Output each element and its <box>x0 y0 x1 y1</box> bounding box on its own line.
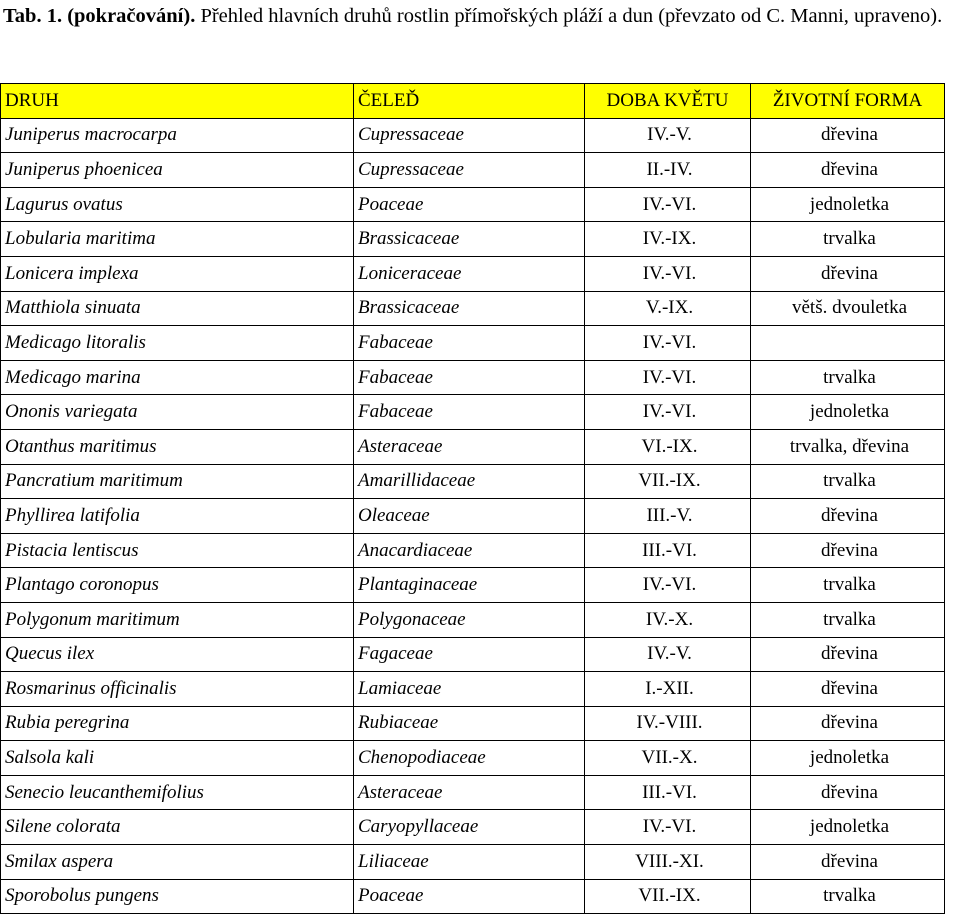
cell-doba-kvetu: VII.-X. <box>585 741 751 776</box>
cell-druh: Phyllirea latifolia <box>1 499 354 534</box>
cell-doba-kvetu: VI.-IX. <box>585 429 751 464</box>
table-row <box>1 568 945 603</box>
cell-doba-kvetu: II.-IV. <box>585 153 751 188</box>
cell-doba-kvetu: VII.-IX. <box>585 879 751 914</box>
cell-doba-kvetu: IV.-IX. <box>585 222 751 257</box>
cell-doba-kvetu: IV.-VI. <box>585 360 751 395</box>
header-celed: ČELEĎ <box>354 84 585 119</box>
table-row <box>1 360 945 395</box>
table-caption <box>3 1 958 31</box>
cell-zivotni-forma: dřevina <box>751 775 945 810</box>
table-row <box>1 845 945 880</box>
table-row <box>1 499 945 534</box>
cell-zivotni-forma: dřevina <box>751 256 945 291</box>
cell-celed: Fagaceae <box>354 637 585 672</box>
cell-druh: Senecio leucanthemifolius <box>1 775 354 810</box>
cell-zivotni-forma: dřevina <box>751 845 945 880</box>
cell-doba-kvetu: IV.-VIII. <box>585 706 751 741</box>
table-row <box>1 741 945 776</box>
table-row <box>1 464 945 499</box>
cell-zivotni-forma: větš. dvouletka <box>751 291 945 326</box>
cell-celed: Fabaceae <box>354 360 585 395</box>
cell-druh: Smilax aspera <box>1 845 354 880</box>
table-row <box>1 533 945 568</box>
cell-celed: Poaceae <box>354 879 585 914</box>
cell-celed: Caryopyllaceae <box>354 810 585 845</box>
table-row <box>1 326 945 361</box>
cell-doba-kvetu: I.-XII. <box>585 672 751 707</box>
cell-druh: Matthiola sinuata <box>1 291 354 326</box>
cell-doba-kvetu: IV.-VI. <box>585 187 751 222</box>
cell-druh: Rubia peregrina <box>1 706 354 741</box>
cell-celed: Fabaceae <box>354 326 585 361</box>
cell-celed: Asteraceae <box>354 429 585 464</box>
cell-zivotni-forma: trvalka <box>751 879 945 914</box>
cell-zivotni-forma: jednoletka <box>751 187 945 222</box>
table-row <box>1 118 945 153</box>
caption-text: Přehled hlavních druhů rostlin přímořských pláží a dun (převzato od C. Manni, upraveno). <box>195 5 943 27</box>
cell-zivotni-forma: jednoletka <box>751 810 945 845</box>
cell-druh: Quecus ilex <box>1 637 354 672</box>
cell-druh: Pancratium maritimum <box>1 464 354 499</box>
cell-doba-kvetu: IV.-VI. <box>585 256 751 291</box>
cell-doba-kvetu: IV.-V. <box>585 637 751 672</box>
cell-zivotni-forma: trvalka <box>751 464 945 499</box>
cell-druh: Juniperus phoenicea <box>1 153 354 188</box>
cell-druh: Otanthus maritimus <box>1 429 354 464</box>
cell-celed: Anacardiaceae <box>354 533 585 568</box>
cell-celed: Liliaceae <box>354 845 585 880</box>
cell-doba-kvetu: III.-VI. <box>585 533 751 568</box>
cell-zivotni-forma: dřevina <box>751 672 945 707</box>
caption-label: Tab. 1. (pokračování). <box>3 5 196 27</box>
table-row <box>1 429 945 464</box>
cell-doba-kvetu: IV.-V. <box>585 118 751 153</box>
cell-zivotni-forma: dřevina <box>751 637 945 672</box>
cell-celed: Brassicaceae <box>354 291 585 326</box>
cell-zivotni-forma: dřevina <box>751 533 945 568</box>
cell-celed: Polygonaceae <box>354 602 585 637</box>
cell-druh: Lagurus ovatus <box>1 187 354 222</box>
cell-zivotni-forma: dřevina <box>751 153 945 188</box>
header-doba-kvetu: DOBA KVĚTU <box>585 84 751 119</box>
cell-druh: Rosmarinus officinalis <box>1 672 354 707</box>
table-header-row <box>1 84 945 119</box>
cell-celed: Fabaceae <box>354 395 585 430</box>
cell-druh: Lonicera implexa <box>1 256 354 291</box>
cell-zivotni-forma: jednoletka <box>751 395 945 430</box>
cell-zivotni-forma: dřevina <box>751 499 945 534</box>
cell-celed: Cupressaceae <box>354 153 585 188</box>
cell-druh: Polygonum maritimum <box>1 602 354 637</box>
table-row <box>1 222 945 257</box>
cell-celed: Rubiaceae <box>354 706 585 741</box>
cell-zivotni-forma: trvalka <box>751 360 945 395</box>
cell-celed: Chenopodiaceae <box>354 741 585 776</box>
table-row <box>1 637 945 672</box>
table-row <box>1 256 945 291</box>
table-row <box>1 672 945 707</box>
cell-druh: Sporobolus pungens <box>1 879 354 914</box>
cell-celed: Poaceae <box>354 187 585 222</box>
table-row <box>1 706 945 741</box>
cell-celed: Loniceraceae <box>354 256 585 291</box>
table-row <box>1 153 945 188</box>
cell-doba-kvetu: IV.-VI. <box>585 810 751 845</box>
cell-druh: Salsola kali <box>1 741 354 776</box>
cell-celed: Plantaginaceae <box>354 568 585 603</box>
cell-doba-kvetu: VII.-IX. <box>585 464 751 499</box>
cell-celed: Oleaceae <box>354 499 585 534</box>
cell-druh: Medicago litoralis <box>1 326 354 361</box>
cell-druh: Ononis variegata <box>1 395 354 430</box>
table-row <box>1 810 945 845</box>
plant-table <box>0 83 945 914</box>
table-row <box>1 395 945 430</box>
header-zivotni-forma: ŽIVOTNÍ FORMA <box>751 84 945 119</box>
cell-doba-kvetu: V.-IX. <box>585 291 751 326</box>
cell-druh: Silene colorata <box>1 810 354 845</box>
cell-doba-kvetu: III.-VI. <box>585 775 751 810</box>
cell-doba-kvetu: IV.-X. <box>585 602 751 637</box>
header-druh: DRUH <box>1 84 354 119</box>
cell-celed: Asteraceae <box>354 775 585 810</box>
cell-druh: Medicago marina <box>1 360 354 395</box>
cell-doba-kvetu: IV.-VI. <box>585 395 751 430</box>
cell-zivotni-forma: trvalka <box>751 222 945 257</box>
cell-doba-kvetu: III.-V. <box>585 499 751 534</box>
table-row <box>1 602 945 637</box>
cell-zivotni-forma: dřevina <box>751 706 945 741</box>
cell-druh: Lobularia maritima <box>1 222 354 257</box>
cell-doba-kvetu: IV.-VI. <box>585 568 751 603</box>
cell-celed: Brassicaceae <box>354 222 585 257</box>
cell-zivotni-forma: trvalka <box>751 602 945 637</box>
cell-zivotni-forma: jednoletka <box>751 741 945 776</box>
cell-zivotni-forma: trvalka <box>751 568 945 603</box>
cell-doba-kvetu: VIII.-XI. <box>585 845 751 880</box>
cell-doba-kvetu: IV.-VI. <box>585 326 751 361</box>
table-body <box>1 118 945 914</box>
table-row <box>1 187 945 222</box>
cell-zivotni-forma: dřevina <box>751 118 945 153</box>
cell-druh: Juniperus macrocarpa <box>1 118 354 153</box>
cell-celed: Amarillidaceae <box>354 464 585 499</box>
table-row <box>1 775 945 810</box>
cell-druh: Plantago coronopus <box>1 568 354 603</box>
table-row <box>1 291 945 326</box>
cell-celed: Cupressaceae <box>354 118 585 153</box>
cell-druh: Pistacia lentiscus <box>1 533 354 568</box>
cell-zivotni-forma: trvalka, dřevina <box>751 429 945 464</box>
cell-celed: Lamiaceae <box>354 672 585 707</box>
cell-zivotni-forma <box>751 326 945 361</box>
table-row <box>1 879 945 914</box>
